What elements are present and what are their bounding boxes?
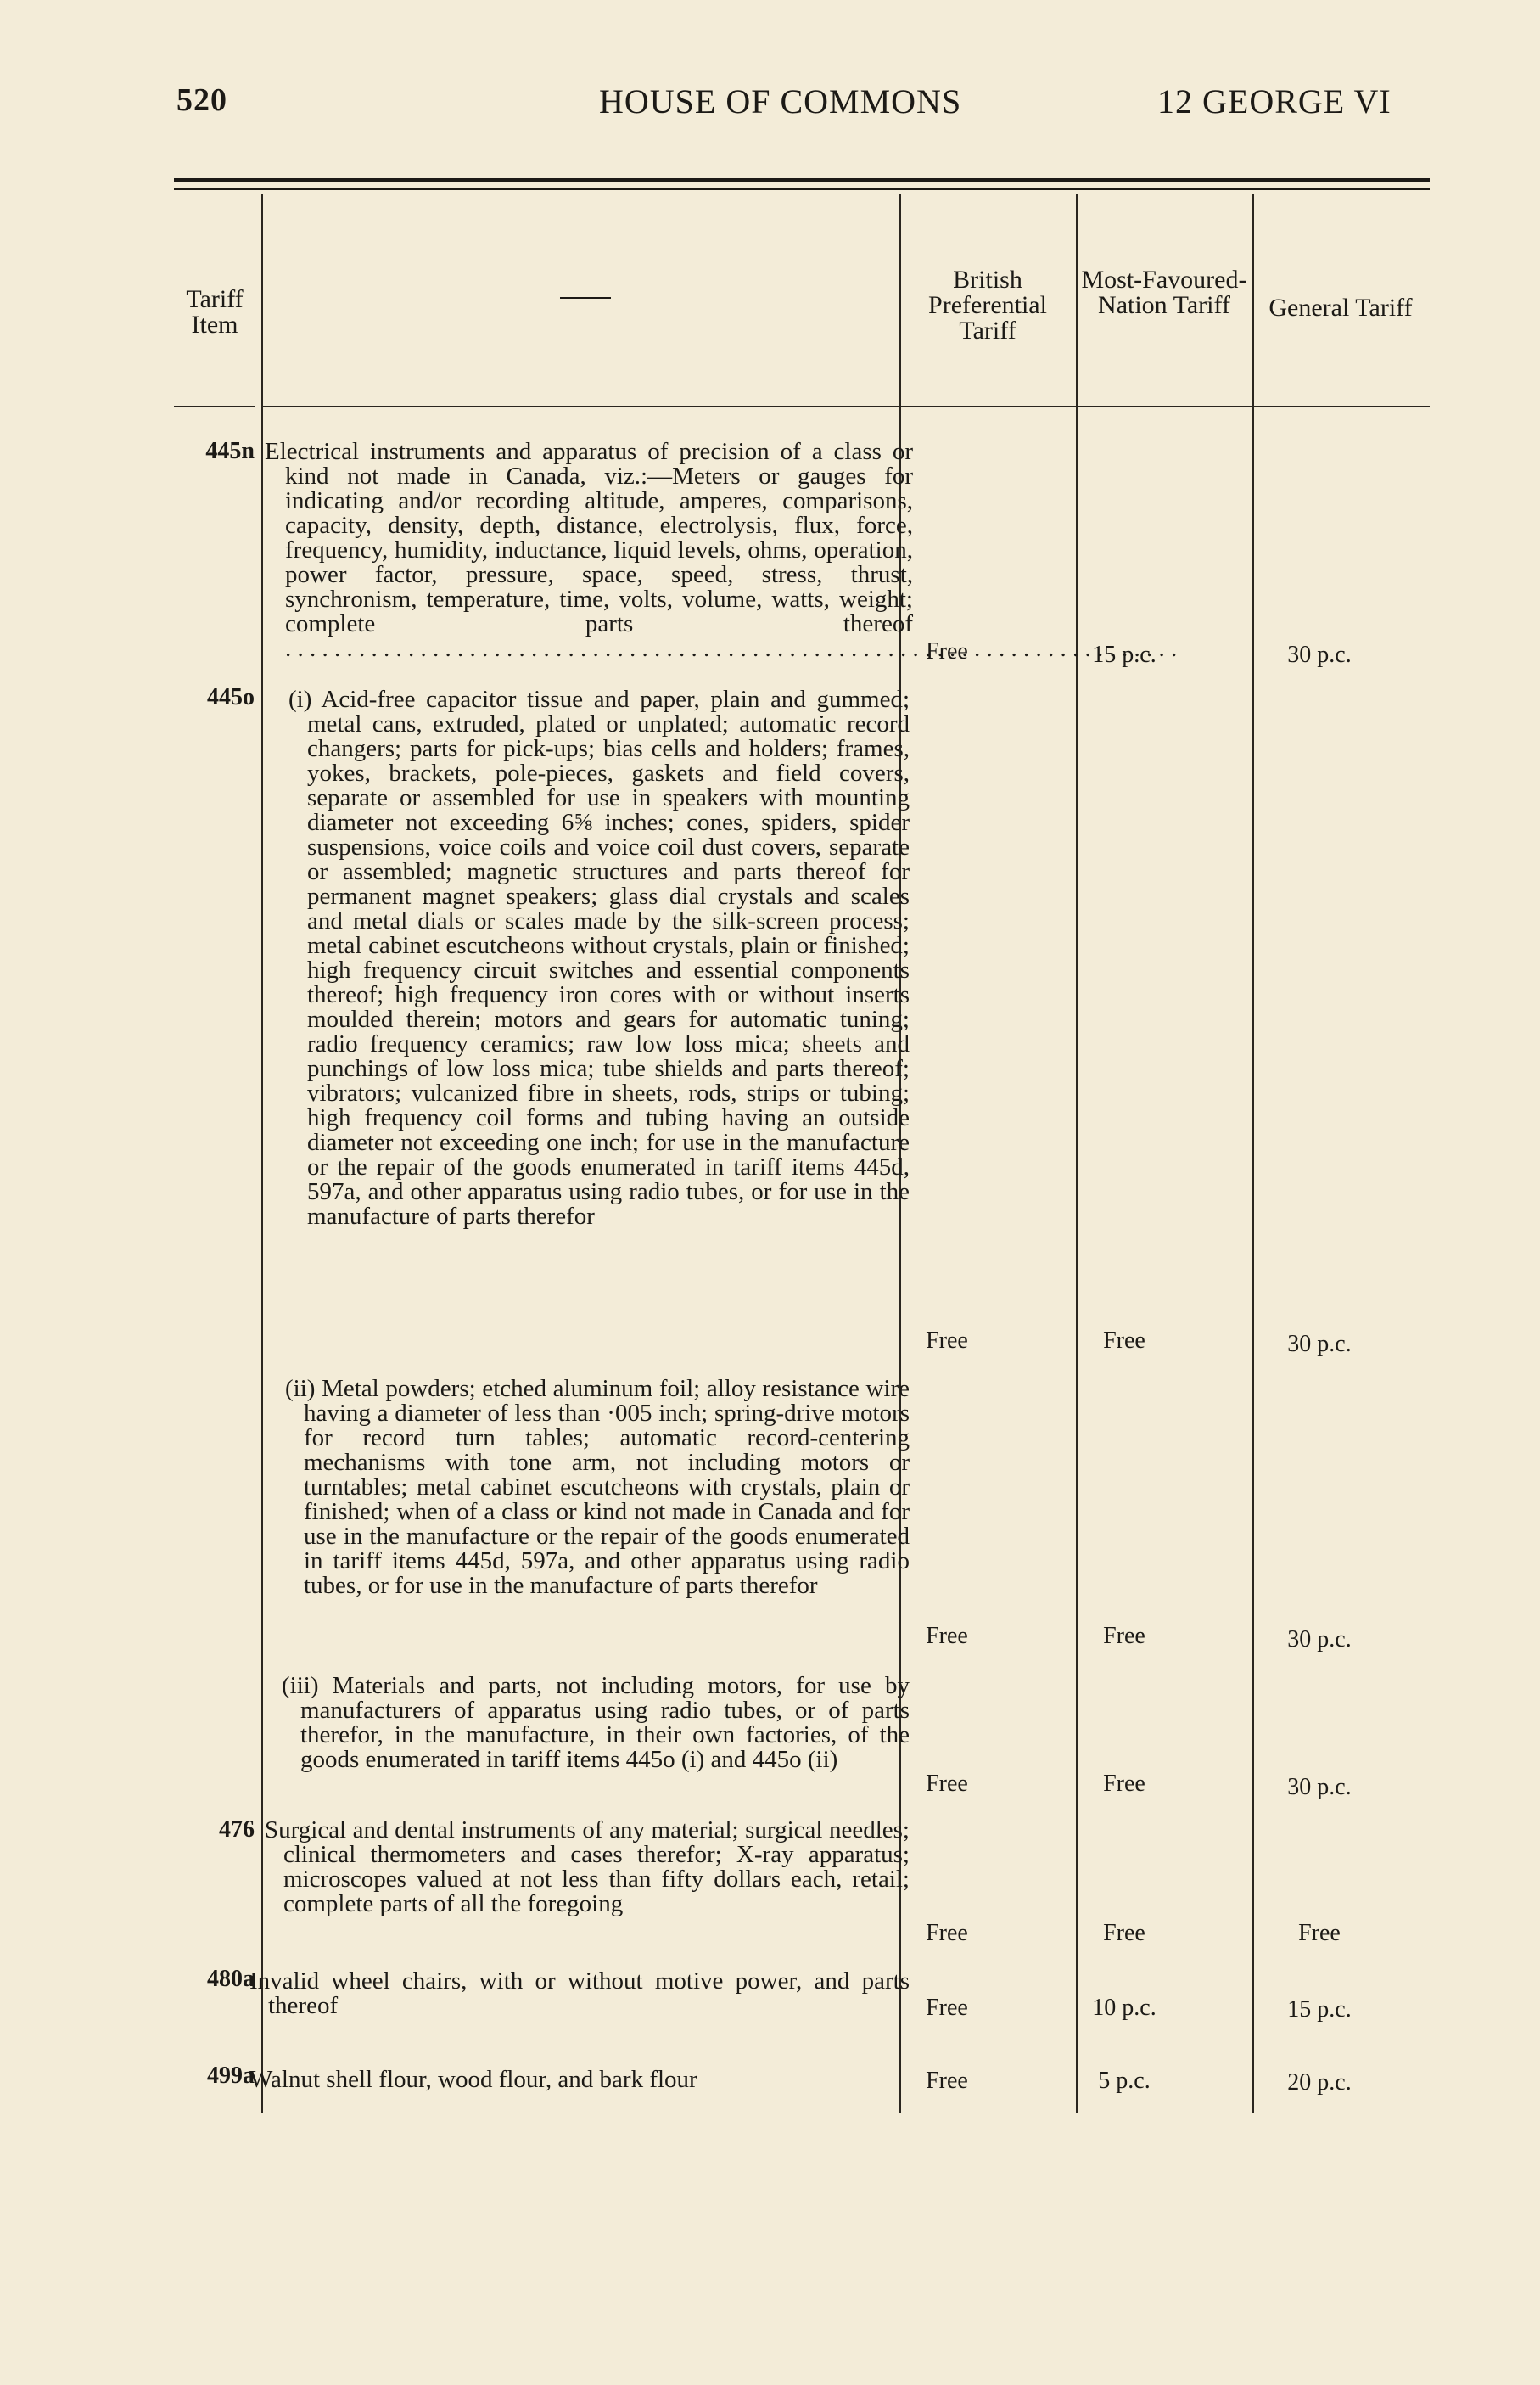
top-rule bbox=[174, 178, 1430, 182]
header-rule bbox=[261, 406, 1430, 407]
rate-most-favoured-nation: Free bbox=[1103, 1920, 1145, 1946]
description-text: Electrical instruments and apparatus of precision of a class or kind not made in Canada, viz.:—Meters or gauges for indicating and/or recording altitude, amperes, comparisons, capacity, density, depth, distance, electrolysis, flux, force, frequency, humidity, inductance, liquid levels, ohms, operation, power factor, pressure, space, speed, stress, thrust, synchronism, temperature, time, volts, volume, watts, weight; complete parts thereof bbox=[265, 438, 913, 637]
rate-general: Free bbox=[1298, 1920, 1341, 1946]
rate-general: 30 p.c. bbox=[1287, 1331, 1352, 1357]
page-title: HOUSE OF COMMONS bbox=[599, 82, 962, 121]
header-rule bbox=[174, 406, 255, 407]
column-header-general: General Tariff bbox=[1268, 294, 1413, 322]
column-header-description bbox=[560, 297, 611, 299]
table-row-description bbox=[265, 1818, 910, 1916]
column-divider bbox=[261, 194, 263, 2113]
tariff-item-number: 499a bbox=[207, 2062, 255, 2089]
description-text: Surgical and dental instruments of any material; surgical needles; clinical thermometers and cases therefor; X-ray apparatus; microscopes valued at not less than fifty dollars each, retail; complete parts of all the foregoing bbox=[265, 1816, 910, 1917]
rate-british-preferential: Free bbox=[926, 1771, 968, 1797]
rate-british-preferential: Free bbox=[926, 1920, 968, 1946]
description-text: Invalid wheel chairs, with or without motive power, and parts thereof bbox=[249, 1967, 910, 2019]
table-row-description bbox=[249, 1969, 910, 2018]
description-text: Walnut shell flour, wood flour, and bark flour bbox=[249, 2066, 697, 2093]
column-header-british-preferential: British Preferential Tariff bbox=[928, 266, 1047, 345]
regnal-year: 12 GEORGE VI bbox=[1157, 82, 1392, 121]
rate-general: 30 p.c. bbox=[1287, 642, 1352, 668]
description-text: (iii) Materials and parts, not including motors, for use by manufacturers of apparatus using radio tubes, or of parts therefor, in the manufacture, in their own factories, of the goods enumerated in tariff items 445o (i) and 445o (ii) bbox=[282, 1672, 910, 1773]
table-row-description bbox=[282, 1674, 910, 1772]
rate-general: 20 p.c. bbox=[1287, 2069, 1352, 2096]
description-text: (ii) Metal powders; etched aluminum foil; alloy resistance wire having a diameter of less than ·005 inch; spring-drive motors for record turn tables; automatic record-centering mechanisms with tone arm, not including motors or turntables; metal cabinet escutcheons with crystals, plain or finished; when of a class or kind not made in Canada and for use in the manufacture or the repair of the goods enumerated in tariff items 445d, 597a, and other apparatus using radio tubes, or for use in the manufacture of parts therefor bbox=[285, 1375, 910, 1599]
rate-most-favoured-nation: Free bbox=[1103, 1327, 1145, 1354]
top-rule-thin bbox=[174, 188, 1430, 190]
column-divider bbox=[1252, 194, 1254, 2113]
rate-british-preferential: Free bbox=[926, 2068, 968, 2094]
table-row-description bbox=[249, 2068, 891, 2092]
rate-most-favoured-nation: 5 p.c. bbox=[1098, 2068, 1151, 2094]
rate-general: 30 p.c. bbox=[1287, 1626, 1352, 1653]
rate-most-favoured-nation: Free bbox=[1103, 1771, 1145, 1797]
rate-british-preferential: Free bbox=[926, 638, 968, 665]
table-row-description bbox=[265, 440, 913, 661]
table-row-description bbox=[285, 1377, 910, 1598]
tariff-item-number: 476 bbox=[219, 1816, 255, 1843]
table-row-description bbox=[288, 687, 910, 1229]
column-header-tariff-item: Tariff Item bbox=[186, 285, 244, 339]
rate-british-preferential: Free bbox=[926, 1623, 968, 1649]
tariff-item-number: 445o bbox=[207, 684, 255, 710]
rate-most-favoured-nation: 10 p.c. bbox=[1092, 1995, 1156, 2021]
rate-british-preferential: Free bbox=[926, 1995, 968, 2021]
rate-most-favoured-nation: Free bbox=[1103, 1623, 1145, 1649]
column-divider bbox=[1076, 194, 1078, 2113]
description-text: (i) Acid-free capacitor tissue and paper, plain and gummed; metal cans, extruded, plated or unplated; automatic record changers; parts for pick-ups; bias cells and holders; frames, yokes, brackets, pole-pieces, gaskets and field covers, separate or assembled for use in speakers with mounting diameter not exceeding 6⅝ inches; cones, spiders, spider suspensions, voice coils and voice coil dust covers, separate or assembled; magnetic structures and parts thereof for permanent magnet speakers; glass dial crystals and scales and metal dials or scales made by the silk-screen process; metal cabinet escutcheons without crystals, plain or finished; high frequency circuit switches and essential components thereof; high frequency iron cores with or without inserts moulded therein; motors and gears for automatic tuning; radio frequency ceramics; raw low loss mica; sheets and punchings of low loss mica; tube shields and parts thereof; vibrators; vulcanized fibre in sheets, rods, strips or tubing; high frequency coil forms and tubing having an outside diameter not exceeding one inch; for use in the manufacture or the repair of the goods enumerated in tariff items 445d, 597a, and other apparatus using radio tubes, or for use in the manufacture of parts therefor bbox=[288, 686, 910, 1230]
column-header-most-favoured-nation: Most-Favoured-Nation Tariff bbox=[1081, 266, 1247, 319]
rate-general: 30 p.c. bbox=[1287, 1774, 1352, 1800]
tariff-item-number: 480a bbox=[207, 1966, 255, 1992]
rate-british-preferential: Free bbox=[926, 1327, 968, 1354]
rate-most-favoured-nation: 15 p.c. bbox=[1092, 642, 1156, 668]
rate-general: 15 p.c. bbox=[1287, 1996, 1352, 2023]
page-number: 520 bbox=[176, 82, 227, 118]
tariff-item-number: 445n bbox=[205, 438, 255, 464]
